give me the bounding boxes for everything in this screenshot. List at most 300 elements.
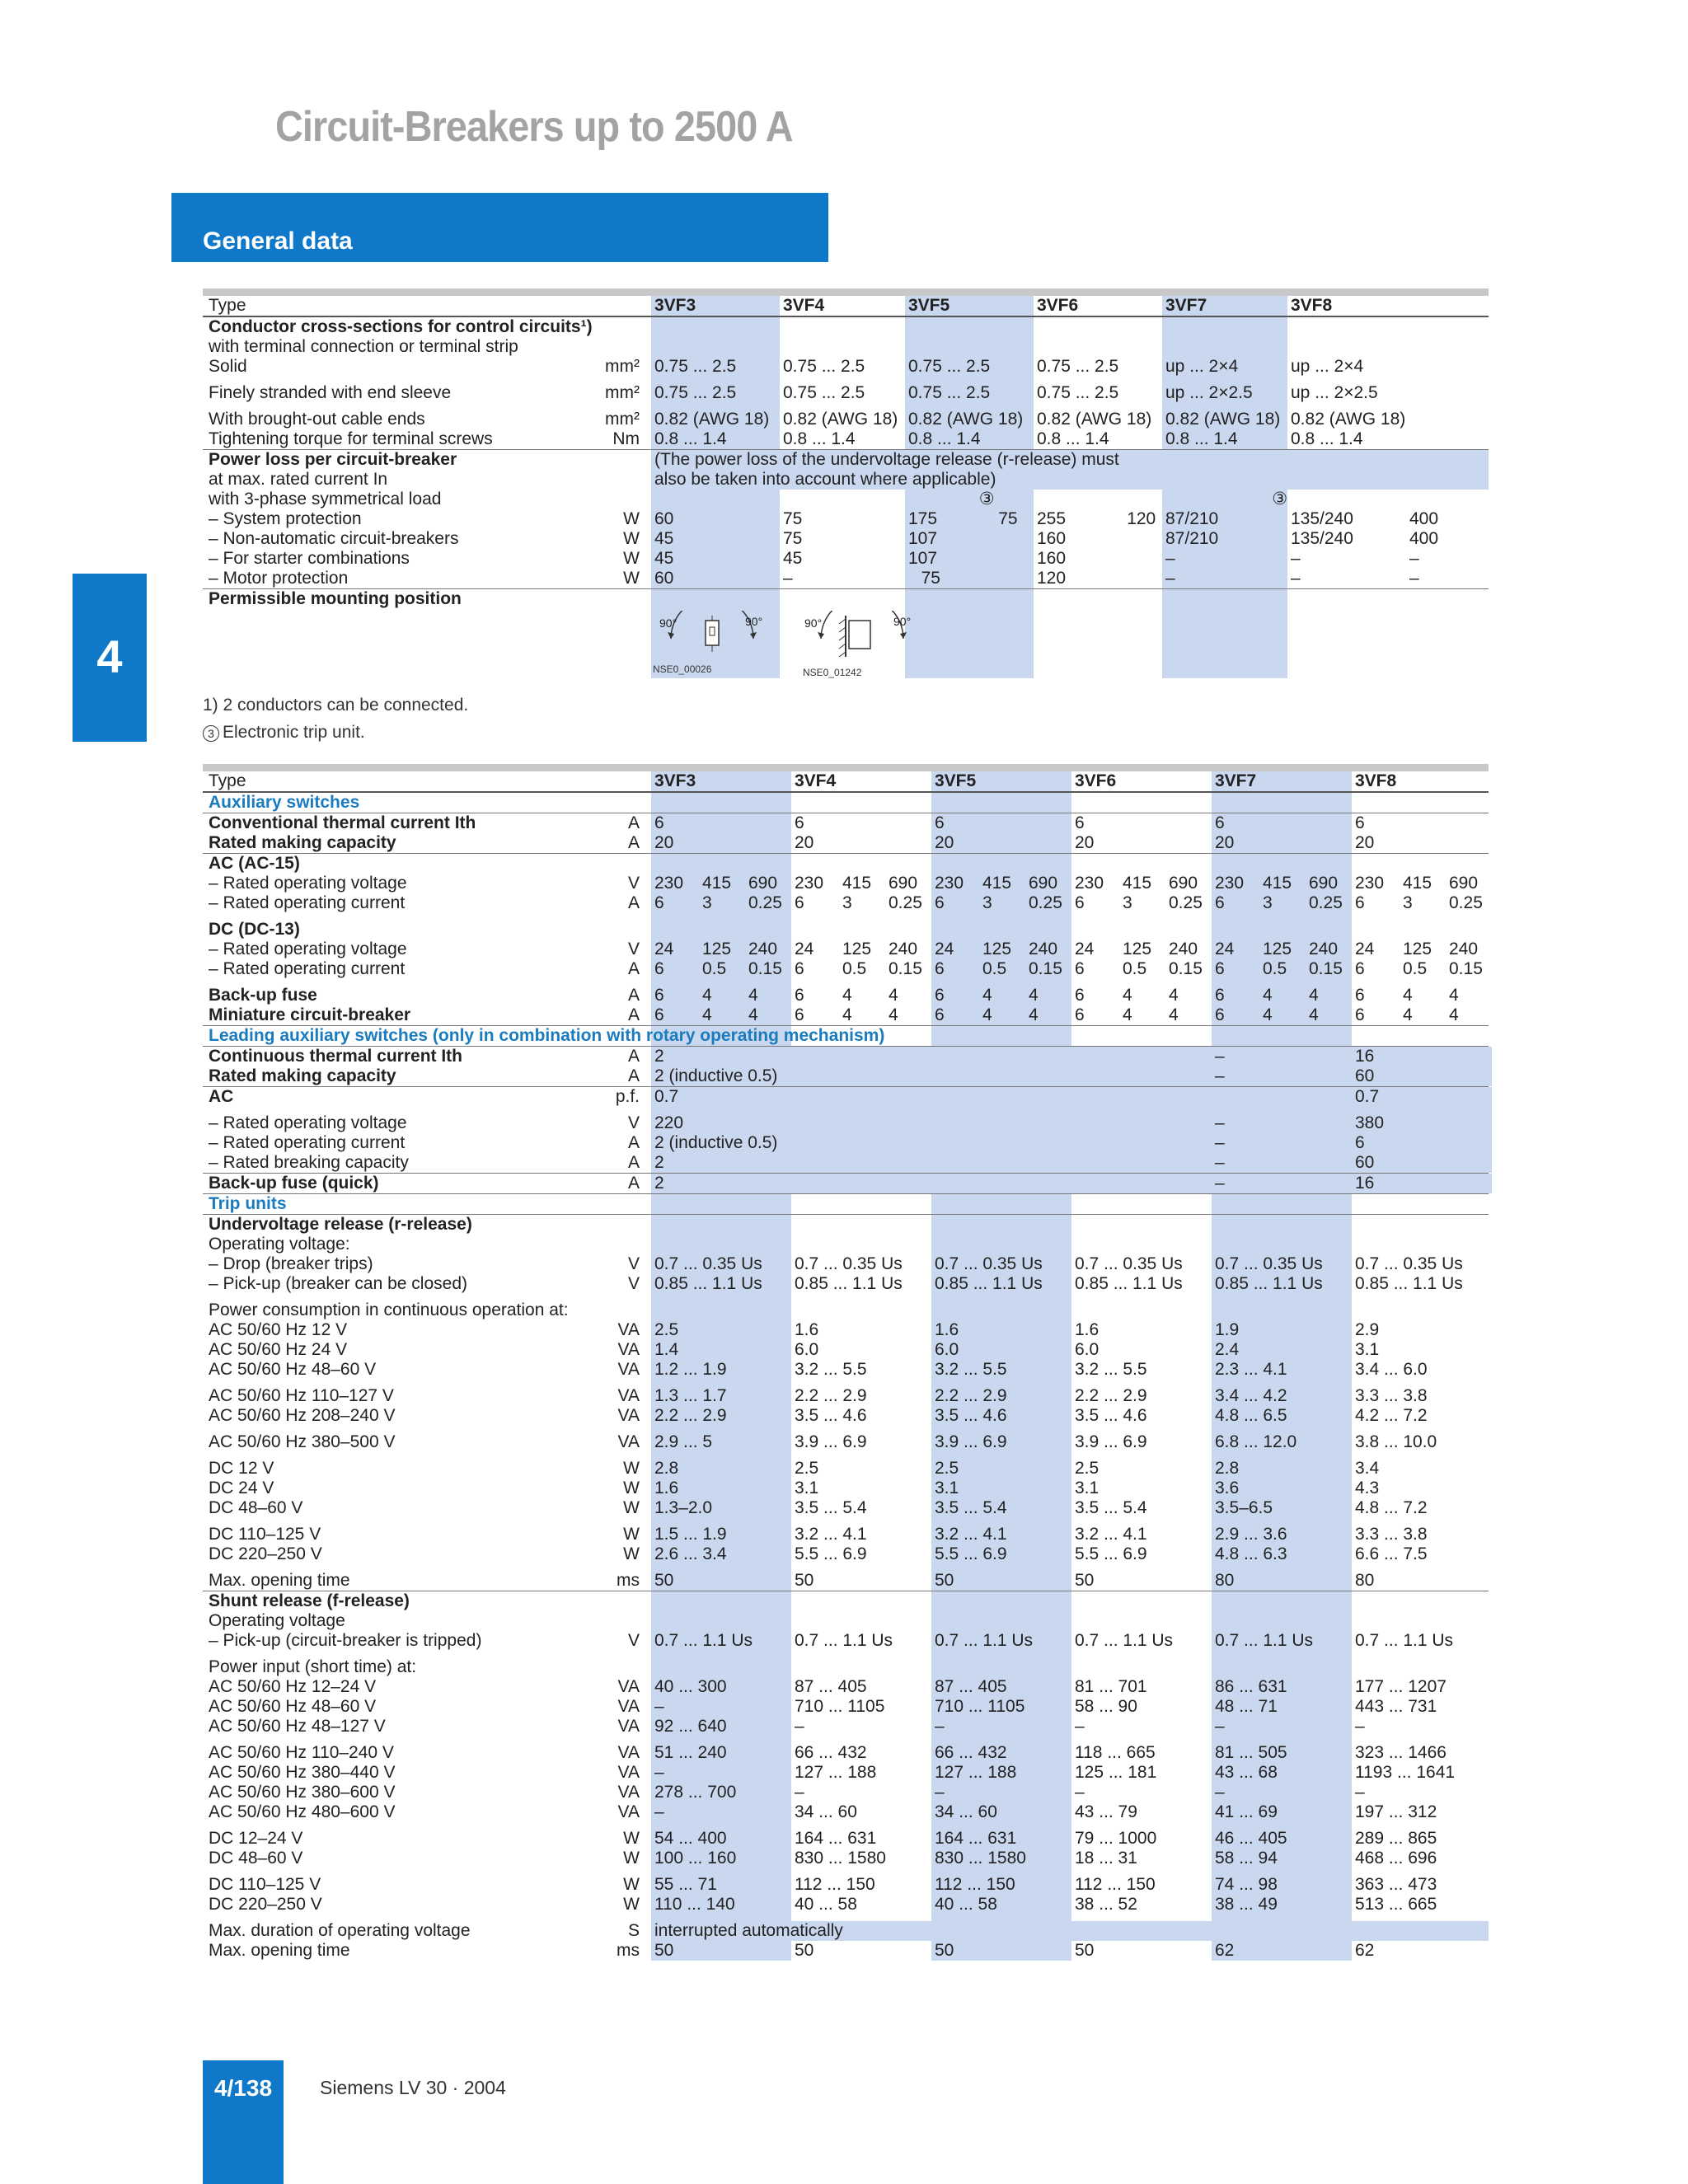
unit-label: VA bbox=[617, 1802, 640, 1821]
row-label: Undervoltage release (r-release) bbox=[209, 1215, 472, 1234]
table-cell: 240 bbox=[1449, 940, 1479, 958]
table-row bbox=[203, 549, 1489, 569]
type-column-header: 3VF4 bbox=[783, 296, 825, 315]
table-cell: 1.6 bbox=[1075, 1320, 1100, 1339]
page-number: 4/138 bbox=[213, 2075, 273, 2101]
unit-label: W bbox=[623, 509, 640, 528]
table-top-bar bbox=[203, 764, 1489, 771]
table-cell: 0.7 ... 0.35 Us bbox=[1215, 1254, 1323, 1273]
table-cell: – bbox=[1291, 549, 1301, 568]
table-cell: 3.5 ... 5.4 bbox=[1075, 1498, 1147, 1517]
row-label: – Non-automatic circuit-breakers bbox=[209, 529, 459, 548]
table-cell: – bbox=[935, 1783, 945, 1802]
table-row bbox=[203, 959, 1489, 979]
table-cell: – bbox=[1075, 1783, 1085, 1802]
table-row bbox=[203, 490, 1489, 509]
table-cell: (The power loss of the undervoltage release (r-release) must bbox=[654, 450, 1119, 469]
row-label: AC 50/60 Hz 380–500 V bbox=[209, 1432, 396, 1451]
table-cell: 34 ... 60 bbox=[935, 1802, 997, 1821]
table-cell: 3.5 ... 5.4 bbox=[795, 1498, 867, 1517]
row-label: AC 50/60 Hz 110–127 V bbox=[209, 1386, 394, 1405]
angle-label: 90° bbox=[745, 615, 763, 628]
table-cell: 18 ... 31 bbox=[1075, 1849, 1137, 1868]
table-cell: 0.25 bbox=[1449, 893, 1483, 912]
table-row bbox=[203, 1697, 1489, 1717]
table-cell: 2 (inductive 0.5) bbox=[654, 1133, 778, 1152]
unit-label: p.f. bbox=[615, 1087, 640, 1106]
table-cell: 87/210 bbox=[1165, 509, 1219, 528]
table-cell: 3 bbox=[1403, 893, 1413, 912]
table-cell: 0.7 bbox=[1355, 1087, 1380, 1106]
unit-label: W bbox=[623, 1525, 640, 1544]
table-cell: 6 bbox=[1075, 893, 1085, 912]
table-cell: 6 bbox=[795, 959, 804, 978]
table-cell: 240 bbox=[1169, 940, 1198, 958]
table-row bbox=[203, 1174, 1489, 1193]
table-cell: 3.8 ... 10.0 bbox=[1355, 1432, 1437, 1451]
table-row bbox=[203, 920, 1489, 940]
table-cell: 112 ... 150 bbox=[795, 1875, 875, 1894]
table-cell: 1.6 bbox=[654, 1479, 679, 1497]
row-label: Operating voltage: bbox=[209, 1235, 350, 1254]
table-cell: 74 ... 98 bbox=[1215, 1875, 1278, 1894]
table-cell: – bbox=[1165, 569, 1175, 588]
unit-label: VA bbox=[617, 1783, 640, 1802]
table-cell: 2.5 bbox=[795, 1459, 819, 1478]
table-cell: – bbox=[795, 1783, 804, 1802]
table-cell: 6 bbox=[1355, 959, 1365, 978]
row-label: Solid bbox=[209, 357, 247, 376]
table-row bbox=[203, 1921, 1489, 1941]
table-cell: 2 bbox=[654, 1153, 664, 1172]
table-cell: up ... 2×4 bbox=[1291, 357, 1364, 376]
row-label: With brought-out cable ends bbox=[209, 410, 425, 429]
table-cell: 2.3 ... 4.1 bbox=[1215, 1360, 1287, 1379]
table-cell: 50 bbox=[1075, 1571, 1095, 1590]
table-cell: 6 bbox=[935, 1005, 945, 1024]
table-cell: 55 ... 71 bbox=[654, 1875, 717, 1894]
unit-label: W bbox=[623, 1544, 640, 1563]
table-row bbox=[203, 1406, 1489, 1426]
unit-label: W bbox=[623, 1479, 640, 1497]
table-cell: – bbox=[1215, 1717, 1225, 1736]
unit-label: mm² bbox=[605, 383, 640, 402]
table-cell: 4.8 ... 6.3 bbox=[1215, 1544, 1287, 1563]
row-label: Tightening torque for terminal screws bbox=[209, 429, 493, 448]
table-cell: 443 ... 731 bbox=[1355, 1697, 1437, 1716]
table-cell: 690 bbox=[1309, 874, 1339, 893]
unit-label: V bbox=[627, 1631, 640, 1650]
table-cell: 112 ... 150 bbox=[935, 1875, 1015, 1894]
row-label: DC 220–250 V bbox=[209, 1895, 322, 1914]
table-cell: 3.2 ... 5.5 bbox=[795, 1360, 867, 1379]
type-column-header: 3VF3 bbox=[654, 296, 696, 315]
angle-label: 90° bbox=[659, 616, 678, 630]
table-cell: 0.15 bbox=[1309, 959, 1343, 978]
table-cell: 690 bbox=[889, 874, 918, 893]
table-cell: 415 bbox=[1123, 874, 1152, 893]
row-label: DC 220–250 V bbox=[209, 1544, 322, 1563]
footnote-mark: 3 bbox=[203, 725, 219, 742]
table-row bbox=[203, 429, 1489, 449]
table-cell: 690 bbox=[748, 874, 778, 893]
section-heading: Leading auxiliary switches (only in combination with rotary operating mechanism) bbox=[209, 1026, 885, 1045]
table-cell: 160 bbox=[1037, 549, 1067, 568]
chapter-tab bbox=[73, 574, 147, 742]
mounting-diagram-2-icon bbox=[799, 611, 931, 663]
section-heading: Auxiliary switches bbox=[209, 793, 360, 812]
table-cell: 0.85 ... 1.1 Us bbox=[935, 1274, 1043, 1293]
table-row bbox=[203, 1386, 1489, 1406]
table-cell: 75 bbox=[921, 569, 940, 588]
table-cell: 2.2 ... 2.9 bbox=[1075, 1386, 1147, 1405]
table-cell: 40 ... 300 bbox=[654, 1677, 727, 1696]
table-cell: 0.7 ... 0.35 Us bbox=[795, 1254, 903, 1273]
table-cell: 6.8 ... 12.0 bbox=[1215, 1432, 1297, 1451]
type-column-header: 3VF8 bbox=[1291, 296, 1333, 315]
row-label: Shunt release (f-release) bbox=[209, 1591, 410, 1610]
table-cell: 0.25 bbox=[889, 893, 922, 912]
table-row bbox=[203, 1875, 1489, 1895]
table-cell: 135/240 bbox=[1291, 529, 1353, 548]
table-cell: 127 ... 188 bbox=[795, 1763, 877, 1782]
table-cell: 3.4 ... 6.0 bbox=[1355, 1360, 1428, 1379]
row-label: Operating voltage bbox=[209, 1611, 345, 1630]
mounting-position-diagrams bbox=[203, 609, 1489, 678]
table-row bbox=[203, 893, 1489, 913]
table-cell: 3.1 bbox=[795, 1479, 819, 1497]
table-cell: 0.85 ... 1.1 Us bbox=[1215, 1274, 1323, 1293]
row-label: AC bbox=[209, 1087, 234, 1106]
row-label: Conductor cross-sections for control circuits¹) bbox=[209, 317, 593, 336]
table-cell: 0.7 ... 0.35 Us bbox=[1075, 1254, 1183, 1273]
table-cell: 127 ... 188 bbox=[935, 1763, 1017, 1782]
unit-label: A bbox=[627, 833, 640, 852]
table-cell: 79 ... 1000 bbox=[1075, 1829, 1157, 1848]
row-label: Permissible mounting position bbox=[209, 589, 462, 608]
table-cell: 58 ... 94 bbox=[1215, 1849, 1278, 1868]
table-cell: 363 ... 473 bbox=[1355, 1875, 1437, 1894]
table-cell: – bbox=[1165, 549, 1175, 568]
table-cell: 6 bbox=[1075, 813, 1085, 832]
table-cell: – bbox=[1215, 1047, 1225, 1066]
table-cell: 0.8 ... 1.4 bbox=[783, 429, 856, 448]
table-cell: 60 bbox=[1355, 1153, 1375, 1172]
table-cell: 54 ... 400 bbox=[654, 1829, 727, 1848]
row-label: – Rated operating current bbox=[209, 959, 406, 978]
row-label: Max. opening time bbox=[209, 1941, 350, 1960]
table-cell: 4 bbox=[702, 986, 712, 1005]
table-row bbox=[203, 1591, 1489, 1611]
table-cell: 38 ... 52 bbox=[1075, 1895, 1137, 1914]
table-row bbox=[203, 357, 1489, 377]
table-row bbox=[203, 1677, 1489, 1697]
table-cell: 16 bbox=[1355, 1174, 1375, 1193]
table-cell: 230 bbox=[654, 874, 684, 893]
unit-label: VA bbox=[617, 1697, 640, 1716]
row-label: – Drop (breaker trips) bbox=[209, 1254, 373, 1273]
table-cell: 125 ... 181 bbox=[1075, 1763, 1157, 1782]
row-label: Rated making capacity bbox=[209, 833, 396, 852]
table-row bbox=[203, 1763, 1489, 1783]
row-label: Power input (short time) at: bbox=[209, 1657, 417, 1676]
table-row bbox=[203, 1340, 1489, 1360]
angle-label: 90° bbox=[893, 615, 912, 628]
table-cell: – bbox=[1409, 569, 1419, 588]
table-cell: 3.2 ... 5.5 bbox=[935, 1360, 1007, 1379]
table-cell: 0.7 ... 1.1 Us bbox=[1355, 1631, 1454, 1650]
unit-label: A bbox=[627, 959, 640, 978]
unit-label: VA bbox=[617, 1340, 640, 1359]
table-cell: 4 bbox=[1449, 986, 1459, 1005]
table-cell: 4 bbox=[1029, 986, 1039, 1005]
row-label: – Rated breaking capacity bbox=[209, 1153, 409, 1172]
table-cell: 6 bbox=[1355, 813, 1365, 832]
table-cell: 125 bbox=[1403, 940, 1432, 958]
type-column-header: 3VF6 bbox=[1037, 296, 1079, 315]
table-cell: 5.5 ... 6.9 bbox=[935, 1544, 1007, 1563]
table-cell: 0.85 ... 1.1 Us bbox=[1075, 1274, 1183, 1293]
table-cell: 4 bbox=[1309, 986, 1319, 1005]
row-label: DC 12 V bbox=[209, 1459, 274, 1478]
page-title: Circuit-Breakers up to 2500 A bbox=[275, 103, 793, 151]
table-cell: 3.2 ... 5.5 bbox=[1075, 1360, 1147, 1379]
table-cell: 3.2 ... 4.1 bbox=[795, 1525, 867, 1544]
unit-label: VA bbox=[617, 1743, 640, 1762]
table-cell: 24 bbox=[1215, 940, 1235, 958]
footnote-2 bbox=[203, 723, 365, 743]
table-cell: 75 bbox=[783, 509, 803, 528]
table-cell: 43 ... 79 bbox=[1075, 1802, 1137, 1821]
table-cell: 3.5 ... 4.6 bbox=[795, 1406, 867, 1425]
table-cell: 118 ... 665 bbox=[1075, 1743, 1156, 1762]
table-row bbox=[203, 1005, 1489, 1025]
table-cell: 40 ... 58 bbox=[935, 1895, 997, 1914]
unit-label: VA bbox=[617, 1320, 640, 1339]
table-cell: 240 bbox=[889, 940, 918, 958]
section-banner bbox=[171, 193, 828, 262]
table-header-row bbox=[203, 771, 1489, 791]
type-label: Type bbox=[209, 296, 246, 315]
table-cell: 81 ... 701 bbox=[1075, 1677, 1147, 1696]
table-cell: 48 ... 71 bbox=[1215, 1697, 1278, 1716]
unit-label: VA bbox=[617, 1386, 640, 1405]
table-cell: – bbox=[1215, 1783, 1225, 1802]
table-row bbox=[203, 1657, 1489, 1677]
table-cell: 6 bbox=[654, 893, 664, 912]
table-cell: 4 bbox=[1169, 986, 1179, 1005]
table-cell: 0.5 bbox=[842, 959, 867, 978]
row-label: AC 50/60 Hz 48–127 V bbox=[209, 1717, 386, 1736]
unit-label: ms bbox=[617, 1941, 640, 1960]
footnote-2-text: Electronic trip unit. bbox=[223, 723, 365, 742]
table-cell: 66 ... 432 bbox=[935, 1743, 1007, 1762]
table-cell: 0.7 ... 1.1 Us bbox=[654, 1631, 753, 1650]
table-cell: 80 bbox=[1355, 1571, 1375, 1590]
table-cell: 3.5 ... 4.6 bbox=[1075, 1406, 1147, 1425]
table-cell: 24 bbox=[935, 940, 954, 958]
table-cell: up ... 2×4 bbox=[1165, 357, 1239, 376]
table-cell: 0.7 ... 0.35 Us bbox=[935, 1254, 1043, 1273]
table-cell: 60 bbox=[654, 509, 674, 528]
table-cell: 3.6 bbox=[1215, 1479, 1240, 1497]
table-cell: 0.15 bbox=[889, 959, 922, 978]
table-cell: 50 bbox=[654, 1571, 674, 1590]
table-cell: 45 bbox=[654, 549, 674, 568]
unit-label: mm² bbox=[605, 410, 640, 429]
table-cell: 125 bbox=[842, 940, 872, 958]
table-cell: 0.82 (AWG 18) bbox=[1291, 410, 1406, 429]
table-cell: also be taken into account where applicable) bbox=[654, 470, 996, 489]
table-cell: 3.9 ... 6.9 bbox=[795, 1432, 867, 1451]
table-row bbox=[203, 337, 1489, 357]
type-column-header: 3VF7 bbox=[1215, 771, 1257, 790]
row-label: DC 48–60 V bbox=[209, 1849, 303, 1868]
row-label: Rated making capacity bbox=[209, 1066, 396, 1085]
table-row bbox=[203, 986, 1489, 1005]
table-cell: 230 bbox=[1075, 874, 1104, 893]
table-cell: 24 bbox=[795, 940, 814, 958]
table-row bbox=[203, 1611, 1489, 1631]
table-row bbox=[203, 940, 1489, 959]
table-cell: 3.4 bbox=[1355, 1459, 1380, 1478]
row-label: Max. duration of operating voltage bbox=[209, 1921, 471, 1940]
table-cell: 710 ... 1105 bbox=[935, 1697, 1025, 1716]
table-cell: 4 bbox=[748, 1005, 758, 1024]
table-cell: 6 bbox=[1075, 959, 1085, 978]
table-cell: 20 bbox=[1215, 833, 1235, 852]
table-cell: 164 ... 631 bbox=[795, 1829, 877, 1848]
table-cell: 3.1 bbox=[935, 1479, 959, 1497]
table-cell: 3.4 ... 4.2 bbox=[1215, 1386, 1287, 1405]
table-cell: 1.3–2.0 bbox=[654, 1498, 713, 1517]
row-label: AC 50/60 Hz 380–600 V bbox=[209, 1783, 396, 1802]
table-cell: 0.5 bbox=[1403, 959, 1428, 978]
table-cell: 6 bbox=[795, 1005, 804, 1024]
table-cell: 0.82 (AWG 18) bbox=[1165, 410, 1281, 429]
table-cell: 4 bbox=[1263, 1005, 1273, 1024]
row-label: DC 110–125 V bbox=[209, 1525, 321, 1544]
table-cell: 415 bbox=[1263, 874, 1292, 893]
table-cell: 1.2 ... 1.9 bbox=[654, 1360, 727, 1379]
row-label: DC 12–24 V bbox=[209, 1829, 303, 1848]
table-cell: 3.3 ... 3.8 bbox=[1355, 1525, 1428, 1544]
row-label: – Rated operating current bbox=[209, 893, 406, 912]
table-row bbox=[203, 1254, 1489, 1274]
table-cell: 125 bbox=[1123, 940, 1152, 958]
table-cell: 255 bbox=[1037, 509, 1067, 528]
table-row bbox=[203, 1802, 1489, 1822]
unit-label: A bbox=[627, 1066, 640, 1085]
table-cell: 4 bbox=[702, 1005, 712, 1024]
table-cell: 4.8 ... 7.2 bbox=[1355, 1498, 1428, 1517]
table-row bbox=[203, 854, 1489, 874]
table-cell: 0.8 ... 1.4 bbox=[1291, 429, 1363, 448]
row-label: with terminal connection or terminal strip bbox=[209, 337, 518, 356]
table-cell: 0.8 ... 1.4 bbox=[1037, 429, 1109, 448]
row-label: – Motor protection bbox=[209, 569, 349, 588]
table-cell: 0.8 ... 1.4 bbox=[908, 429, 981, 448]
table-cell: 0.75 ... 2.5 bbox=[908, 357, 991, 376]
row-label: Continuous thermal current Ith bbox=[209, 1047, 463, 1066]
table-cell: – bbox=[1291, 569, 1301, 588]
table-row bbox=[203, 1215, 1489, 1235]
unit-label: Nm bbox=[612, 429, 640, 448]
unit-label: W bbox=[623, 1849, 640, 1868]
table-cell: 2.8 bbox=[1215, 1459, 1240, 1478]
table-cell: 175 bbox=[908, 509, 938, 528]
table-cell: 0.75 ... 2.5 bbox=[908, 383, 991, 402]
table-cell: 135/240 bbox=[1291, 509, 1353, 528]
table-cell: 6 bbox=[1355, 1005, 1365, 1024]
table-cell: 4.8 ... 6.5 bbox=[1215, 1406, 1287, 1425]
table-cell: 4 bbox=[889, 1005, 898, 1024]
table-cell: 6 bbox=[935, 893, 945, 912]
row-label: – Rated operating voltage bbox=[209, 1113, 407, 1132]
unit-label: A bbox=[627, 1133, 640, 1152]
table-cell: 38 ... 49 bbox=[1215, 1895, 1278, 1914]
table-cell: 120 bbox=[1037, 569, 1067, 588]
table-cell: 0.82 (AWG 18) bbox=[654, 410, 770, 429]
table-cell: 0.85 ... 1.1 Us bbox=[1355, 1274, 1463, 1293]
row-label: – Rated operating voltage bbox=[209, 940, 407, 958]
table-cell: 2.9 bbox=[1355, 1320, 1380, 1339]
row-gap bbox=[203, 377, 1489, 383]
table-cell: 0.7 bbox=[654, 1087, 679, 1106]
table-row bbox=[203, 1631, 1489, 1651]
table-row bbox=[203, 1194, 1489, 1214]
table-cell: 4 bbox=[1263, 986, 1273, 1005]
diagram-caption-1: NSE0_00026 bbox=[653, 663, 712, 675]
table-cell: 2.2 ... 2.9 bbox=[654, 1406, 727, 1425]
table-cell: 4 bbox=[842, 1005, 852, 1024]
type-column-header: 3VF6 bbox=[1075, 771, 1117, 790]
table-cell: 6 bbox=[654, 813, 664, 832]
unit-label: W bbox=[623, 1829, 640, 1848]
row-label: – Pick-up (circuit-breaker is tripped) bbox=[209, 1631, 482, 1650]
table-cell: 20 bbox=[795, 833, 814, 852]
row-gap bbox=[203, 403, 1489, 410]
table-cell: 2.5 bbox=[1075, 1459, 1100, 1478]
table-cell: 6 bbox=[1355, 893, 1365, 912]
table-cell: 87 ... 405 bbox=[935, 1677, 1007, 1696]
table-cell: interrupted automatically bbox=[654, 1921, 843, 1940]
table-cell: 2 (inductive 0.5) bbox=[654, 1066, 778, 1085]
table-cell: 3 bbox=[1123, 893, 1132, 912]
table-cell: 0.25 bbox=[1169, 893, 1203, 912]
table-row bbox=[203, 1783, 1489, 1802]
table-cell: 50 bbox=[654, 1941, 674, 1960]
table-row bbox=[203, 410, 1489, 429]
table-cell: 87/210 bbox=[1165, 529, 1219, 548]
table-cell: 0.7 ... 1.1 Us bbox=[1075, 1631, 1174, 1650]
unit-label: V bbox=[627, 940, 640, 958]
row-label: AC 50/60 Hz 48–60 V bbox=[209, 1697, 377, 1716]
table-cell: 0.85 ... 1.1 Us bbox=[654, 1274, 762, 1293]
table-row bbox=[203, 1941, 1489, 1961]
table-cell: 5.5 ... 6.9 bbox=[795, 1544, 867, 1563]
table-cell: 230 bbox=[1355, 874, 1385, 893]
table-row bbox=[203, 1498, 1489, 1518]
row-label: AC 50/60 Hz 12–24 V bbox=[209, 1677, 377, 1696]
table-row bbox=[203, 1026, 1489, 1046]
table-cell: 125 bbox=[982, 940, 1012, 958]
table-cell: 0.82 (AWG 18) bbox=[908, 410, 1024, 429]
table-cell: 4 bbox=[982, 986, 992, 1005]
unit-label: ms bbox=[617, 1571, 640, 1590]
table-cell: 0.5 bbox=[1263, 959, 1287, 978]
table-cell: 6.0 bbox=[795, 1340, 819, 1359]
